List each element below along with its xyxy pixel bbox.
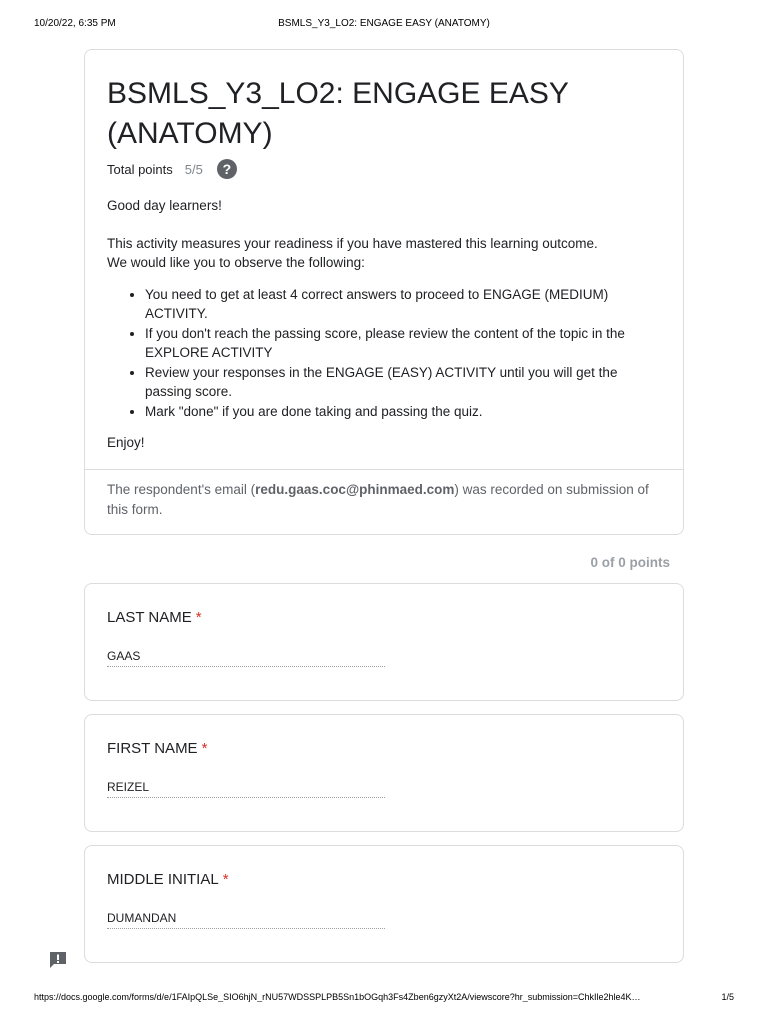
question-label-text: MIDDLE INITIAL bbox=[107, 871, 219, 888]
description-intro-2: We would like you to observe the following: bbox=[107, 255, 365, 270]
divider bbox=[85, 469, 683, 470]
report-problem-icon[interactable] bbox=[48, 950, 68, 970]
question-card-middle-initial bbox=[84, 845, 684, 963]
list-item: • Review your responses in the ENGAGE (EASY) ACTIVITY until you will get the passing score. bbox=[145, 363, 667, 402]
email-note-prefix: The respondent's email ( bbox=[107, 482, 256, 497]
page-number: 1/5 bbox=[721, 992, 734, 1002]
required-mark: * bbox=[195, 609, 202, 626]
total-points-row bbox=[107, 158, 237, 180]
form-title: BSMLS_Y3_LO2: ENGAGE EASY (ANATOMY) bbox=[107, 77, 569, 150]
list-item: • Mark "done" if you are done taking and passing the quiz. bbox=[145, 402, 667, 422]
answer-field: REIZEL bbox=[107, 779, 385, 798]
question-label-text: FIRST NAME bbox=[107, 740, 198, 757]
question-label-text: LAST NAME bbox=[107, 609, 192, 626]
list-item: • If you don't reach the passing score, please review the content of the topic in the EXPLORE ACTIVITY bbox=[145, 324, 667, 363]
total-points-label: Total points bbox=[107, 161, 173, 177]
answer-field: GAAS bbox=[107, 648, 385, 667]
question-label bbox=[107, 740, 207, 757]
description-closing: Enjoy! bbox=[107, 435, 145, 450]
print-datetime: 10/20/22, 6:35 PM bbox=[34, 18, 116, 29]
question-label bbox=[107, 871, 229, 888]
list-item: • You need to get at least 4 correct answers to proceed to ENGAGE (MEDIUM) ACTIVITY. bbox=[145, 285, 667, 324]
print-header bbox=[34, 18, 734, 32]
total-points-value: 5/5 bbox=[184, 161, 203, 177]
form-description bbox=[107, 196, 667, 453]
email-note bbox=[107, 480, 657, 519]
required-mark: * bbox=[222, 871, 229, 888]
required-mark: * bbox=[201, 740, 208, 757]
question-card-first-name bbox=[84, 714, 684, 832]
section-points: 0 of 0 points bbox=[590, 555, 670, 570]
print-footer bbox=[34, 992, 734, 1006]
description-intro-1: This activity measures your readiness if you have mastered this learning outcome. bbox=[107, 235, 598, 251]
print-doc-title: BSMLS_Y3_LO2: ENGAGE EASY (ANATOMY) bbox=[278, 18, 490, 29]
form-header-card bbox=[84, 49, 684, 535]
instructions-list bbox=[107, 285, 667, 422]
question-card-last-name bbox=[84, 583, 684, 701]
email-note-suffix: ) was recorded on submission of this form. bbox=[107, 482, 649, 517]
description-greeting: Good day learners! bbox=[107, 198, 222, 213]
respondent-email: redu.gaas.coc@phinmaed.com bbox=[255, 482, 455, 497]
print-url: https://docs.google.com/forms/d/e/1FAIpQLSe_SIO6hjN_rNU57WDSSPLPB5Sn1bOGqh3Fs4Zben6gzyXt2A/viewscore?hr_submission=ChkIle2hle4K… bbox=[34, 992, 641, 1002]
answer-field: DUMANDAN bbox=[107, 910, 385, 929]
question-label bbox=[107, 609, 202, 626]
help-circle-icon[interactable]: ? bbox=[217, 159, 237, 179]
